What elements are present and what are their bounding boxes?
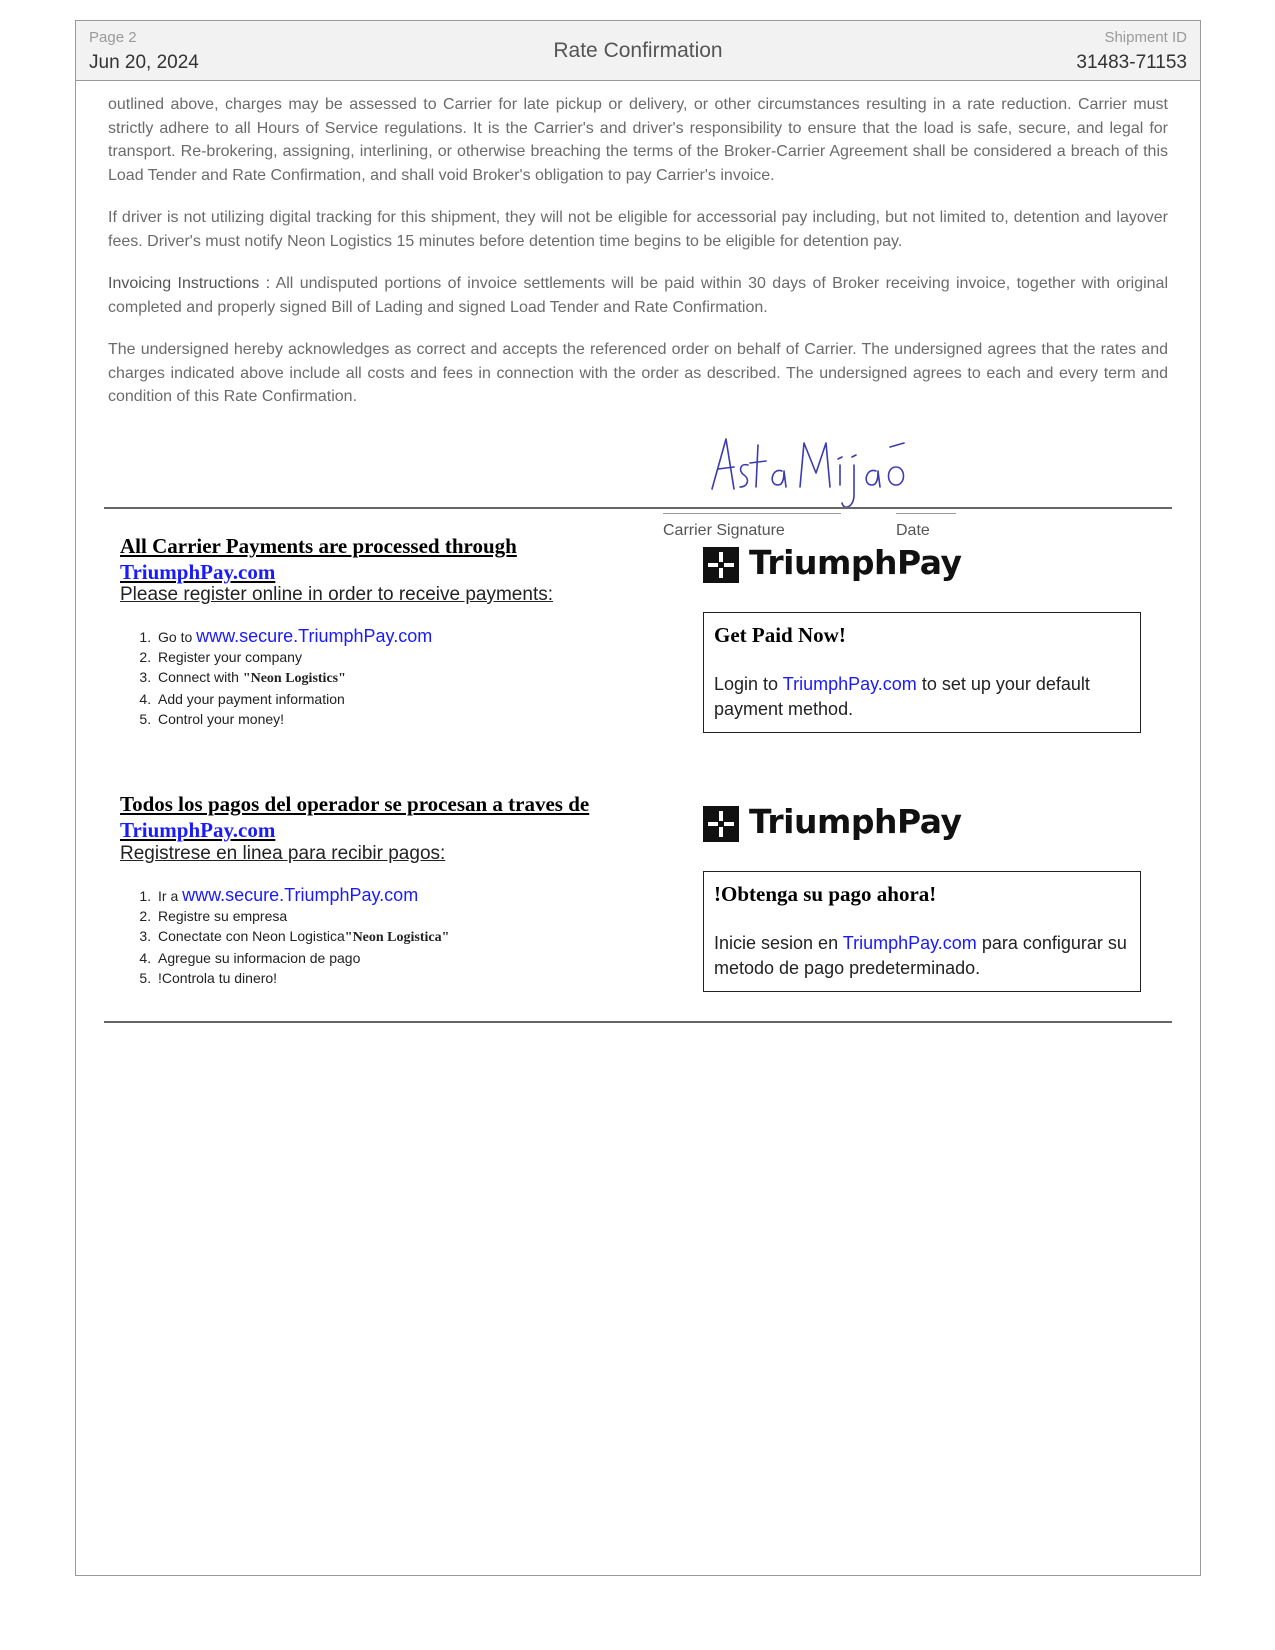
register-instruction-en: Please register online in order to receive payments: xyxy=(120,584,554,605)
date-line xyxy=(896,513,956,514)
triumphpay-login-link[interactable]: TriumphPay.com xyxy=(782,674,917,694)
triumphpay-link[interactable]: TriumphPay.com xyxy=(120,818,276,842)
triumphpay-logo-text: TriumphPay xyxy=(749,802,962,841)
section-divider xyxy=(104,507,1172,509)
callout-title: Get Paid Now! xyxy=(714,623,846,647)
get-paid-callout-es xyxy=(703,871,1141,992)
list-item: 2. Registre su empresa xyxy=(155,906,449,926)
payment-heading-text: Todos los pagos del operador se procesan a traves de xyxy=(120,792,590,816)
list-item: 2. Register your company xyxy=(155,647,432,667)
callout-body: Inicie sesion en TriumphPay.com para configurar su metodo de pago predeterminado. xyxy=(714,933,1127,978)
page-frame xyxy=(75,20,1201,1576)
triumphpay-link[interactable]: TriumphPay.com xyxy=(120,560,276,584)
list-item: 5. Control your money! xyxy=(155,709,432,729)
list-item xyxy=(155,885,449,906)
detention-paragraph: If driver is not utilizing digital tracking for this shipment, they will not be eligible for accessorial pay including, but not limited to, detention and layover fees. Driver's must notify Neon Logistics 15 minutes before detention time begins to be eligible for detention pay. xyxy=(108,209,1168,250)
triumphpay-logo-icon xyxy=(703,547,739,583)
callout-body: Login to TriumphPay.com to set up your default payment method. xyxy=(714,674,1090,719)
register-instruction-es: Registrese en linea para recibir pagos: xyxy=(120,843,446,864)
triumphpay-logo xyxy=(703,802,962,844)
list-item xyxy=(155,667,432,689)
shipment-id-label: Shipment ID xyxy=(1104,29,1187,46)
list-item: 4. Agregue su informacion de pago xyxy=(155,948,449,968)
payment-heading-es xyxy=(120,791,680,843)
page-number-label: Page 2 xyxy=(89,29,137,46)
date-label: Date xyxy=(896,522,930,539)
terms-section xyxy=(108,93,1168,428)
invoicing-paragraph xyxy=(108,272,1168,319)
step-text: Conectate con Neon Logistica xyxy=(158,928,345,944)
triumphpay-logo-text: TriumphPay xyxy=(749,543,962,582)
triumphpay-logo-icon xyxy=(703,806,739,842)
list-item xyxy=(155,626,432,647)
payment-heading-text: All Carrier Payments are processed through xyxy=(120,534,517,558)
document-date: Jun 20, 2024 xyxy=(89,52,199,73)
secure-triumphpay-link[interactable]: www.secure.TriumphPay.com xyxy=(182,885,419,905)
secure-triumphpay-link[interactable]: www.secure.TriumphPay.com xyxy=(196,626,433,646)
carrier-signature-label: Carrier Signature xyxy=(663,522,785,539)
carrier-signature-line xyxy=(663,513,841,514)
triumphpay-login-link[interactable]: TriumphPay.com xyxy=(842,933,977,953)
terms-paragraph: outlined above, charges may be assessed to Carrier for late pickup or delivery, or other circumstances resulting in a rate reduction. Carrier must strictly adhere to all Hours of Service regulations. It is the Carrier's and driver's responsibility to ensure that the load is safe, secure, and legal for transport. Re-brokering, assigning, interlining, or otherwise breaching the terms of the Broker-Carrier Agreement shall be considered a breach of this Load Tender and Rate Confirmation, and shall void Broker's obligation to pay Carrier's invoice. xyxy=(108,96,1168,184)
acknowledgement-paragraph: The undersigned hereby acknowledges as correct and accepts the referenced order on behalf of Carrier. The undersigned agrees that the rates and charges indicated above include all costs and fees in connection with the order as described. The undersigned agrees to each and every term and condition of this Rate Confirmation. xyxy=(108,341,1168,405)
payment-heading-en xyxy=(120,533,660,585)
document-title: Rate Confirmation xyxy=(553,39,723,62)
list-item: 4. Add your payment information xyxy=(155,689,432,709)
callout-title: !Obtenga su pago ahora! xyxy=(714,882,937,906)
step-text: Connect with xyxy=(158,669,239,685)
triumphpay-logo xyxy=(703,543,962,585)
step-text: Ir a xyxy=(158,888,179,904)
page-header xyxy=(76,21,1200,81)
registration-steps-es xyxy=(120,885,449,988)
invoicing-label: Invoicing Instructions : xyxy=(108,275,271,292)
invoicing-text: All undisputed portions of invoice settlements will be paid within 30 days of Broker receiving invoice, together with original completed and properly signed Bill of Lading and signed Load Tender and Rate Confirmation. xyxy=(108,275,1169,316)
registration-steps-en xyxy=(120,626,432,729)
shipment-id-value: 31483-71153 xyxy=(1076,52,1187,73)
carrier-signature-image xyxy=(704,431,924,515)
list-item: 5. !Controla tu dinero! xyxy=(155,968,449,988)
broker-name: "Neon Logistica" xyxy=(344,930,450,945)
section-divider xyxy=(104,1021,1172,1023)
broker-name: "Neon Logistics" xyxy=(242,671,346,686)
get-paid-callout xyxy=(703,612,1141,733)
step-text: Go to xyxy=(158,629,193,645)
list-item xyxy=(155,926,449,948)
